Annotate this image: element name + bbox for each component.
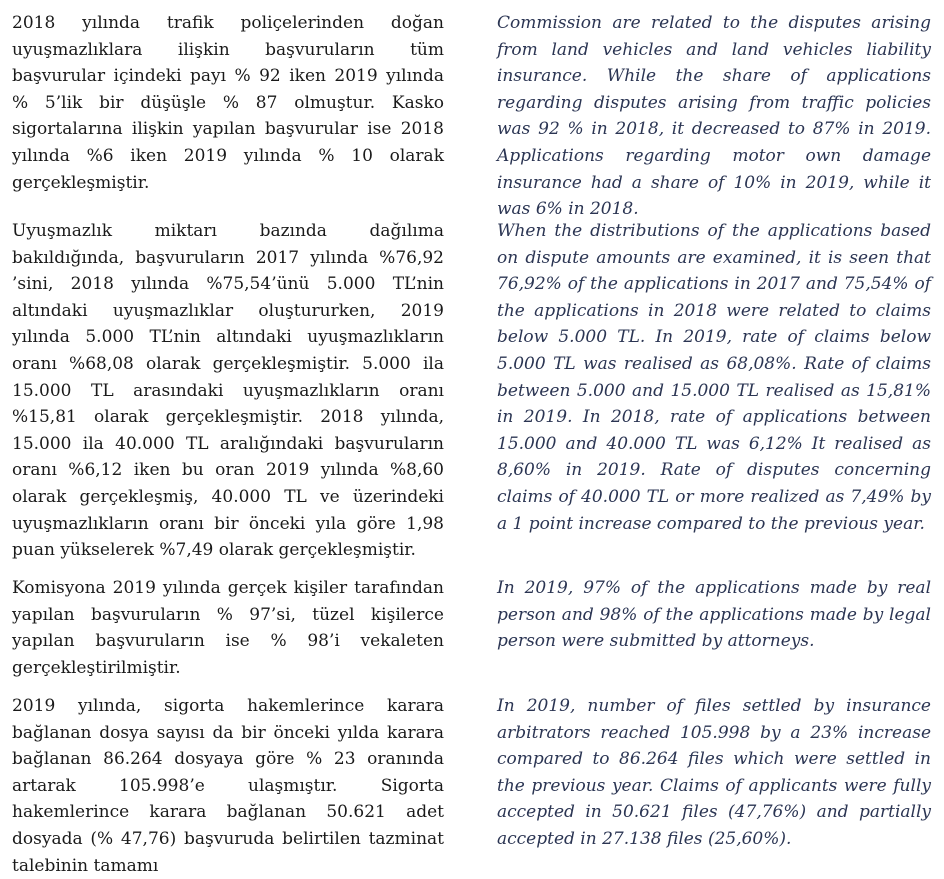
- paragraph-dispute-amounts-tr: Uyuşmazlık miktarı bazında dağılıma bakıldığında, başvuruların 2017 yılında %76,92 ’sini, 2018 yılında %75,54’ünü 5.000 TL’nin altındaki uyuşmazlıklar oluştururken, 2019 yılında 5.000 TL’nin altındaki uyuşmazlıkların oranı %68,08 olarak gerçekleşmiştir. 5.000 ila 15.000 TL arasındaki uyuşmazlıkların oranı %15,81 olarak gerçekleşmiştir. 2018 yılında, 15.000 ila 40.000 TL aralığındaki başvuruların oranı %6,12 iken bu oran 2019 yılında %8,60 olarak gerçekleşmiş, 40.000 TL ve üzerindeki uyuşmazlıkların oranı bir önceki yıla göre 1,98 puan yükselerek %7,49 olarak gerçekleşmiştir.: [12, 221, 444, 561]
- paragraph-traffic-policies-tr: 2018 yılında trafik poliçelerinden doğan uyuşmazlıklara ilişkin başvuruların tüm başvurular içindeki payı % 92 iken 2019 yılında % 5’lik bir düşüşle % 87 olmuştur. Kasko sigortalarına ilişkin yapılan başvurular ise 2018 yılında %6 iken 2019 yılında % 10 olarak gerçekleşmiştir.: [12, 13, 444, 193]
- turkish-text-column: [12, 10, 444, 879]
- paragraph-attorney-applications-en: In 2019, 97% of the applications made by real person and 98% of the applications made by legal person were submitted by attorneys.: [497, 578, 931, 652]
- paragraph-settled-files-en: In 2019, number of files settled by insurance arbitrators reached 105.998 by a 23% increase compared to 86.264 files which were settled in the previous year. Claims of applicants were fully accepted in 50.621 files (47,76%) and partially accepted in 27.138 files (25,60%).: [497, 696, 931, 849]
- paragraph-traffic-policies-en: Commission are related to the disputes arising from land vehicles and land vehicles liability insurance. While the share of applications regarding disputes arising from traffic policies was 92 % in 2018, it decreased to 87% in 2019. Applications regarding motor own damage insurance had a share of 10% in 2019, while it was 6% in 2018.: [497, 13, 931, 220]
- paragraph-dispute-amounts-en: When the distributions of the applications based on dispute amounts are examined, it is seen that 76,92% of the applications in 2017 and 75,54% of the applications in 2018 were related to claims below 5.000 TL. In 2019, rate of claims below 5.000 TL was realised as 68,08%. Rate of claims between 5.000 and 15.000 TL realised as 15,81% in 2019. In 2018, rate of applications between 15.000 and 40.000 TL was 6,12% It realised as 8,60% in 2019. Rate of disputes concerning claims of 40.000 TL or more realized as 7,49% by a 1 point increase compared to the previous year.: [497, 221, 931, 534]
- english-text-column: [497, 10, 931, 853]
- paragraph-settled-files-tr: 2019 yılında, sigorta hakemlerince karara bağlanan dosya sayısı da bir önceki yılda karara bağlanan 86.264 dosyaya göre % 23 oranında artarak 105.998’e ulaşmıştır. Sigorta hakemlerince karara bağlanan 50.621 adet dosyada (% 47,76) başvuruda belirtilen tazminat talebinin tamamı: [12, 696, 444, 876]
- paragraph-attorney-applications-tr: Komisyona 2019 yılında gerçek kişiler tarafından yapılan başvuruların % 97’si, tüzel kişilerce yapılan başvuruların ise % 98’i vekaleten gerçekleştirilmiştir.: [12, 578, 444, 678]
